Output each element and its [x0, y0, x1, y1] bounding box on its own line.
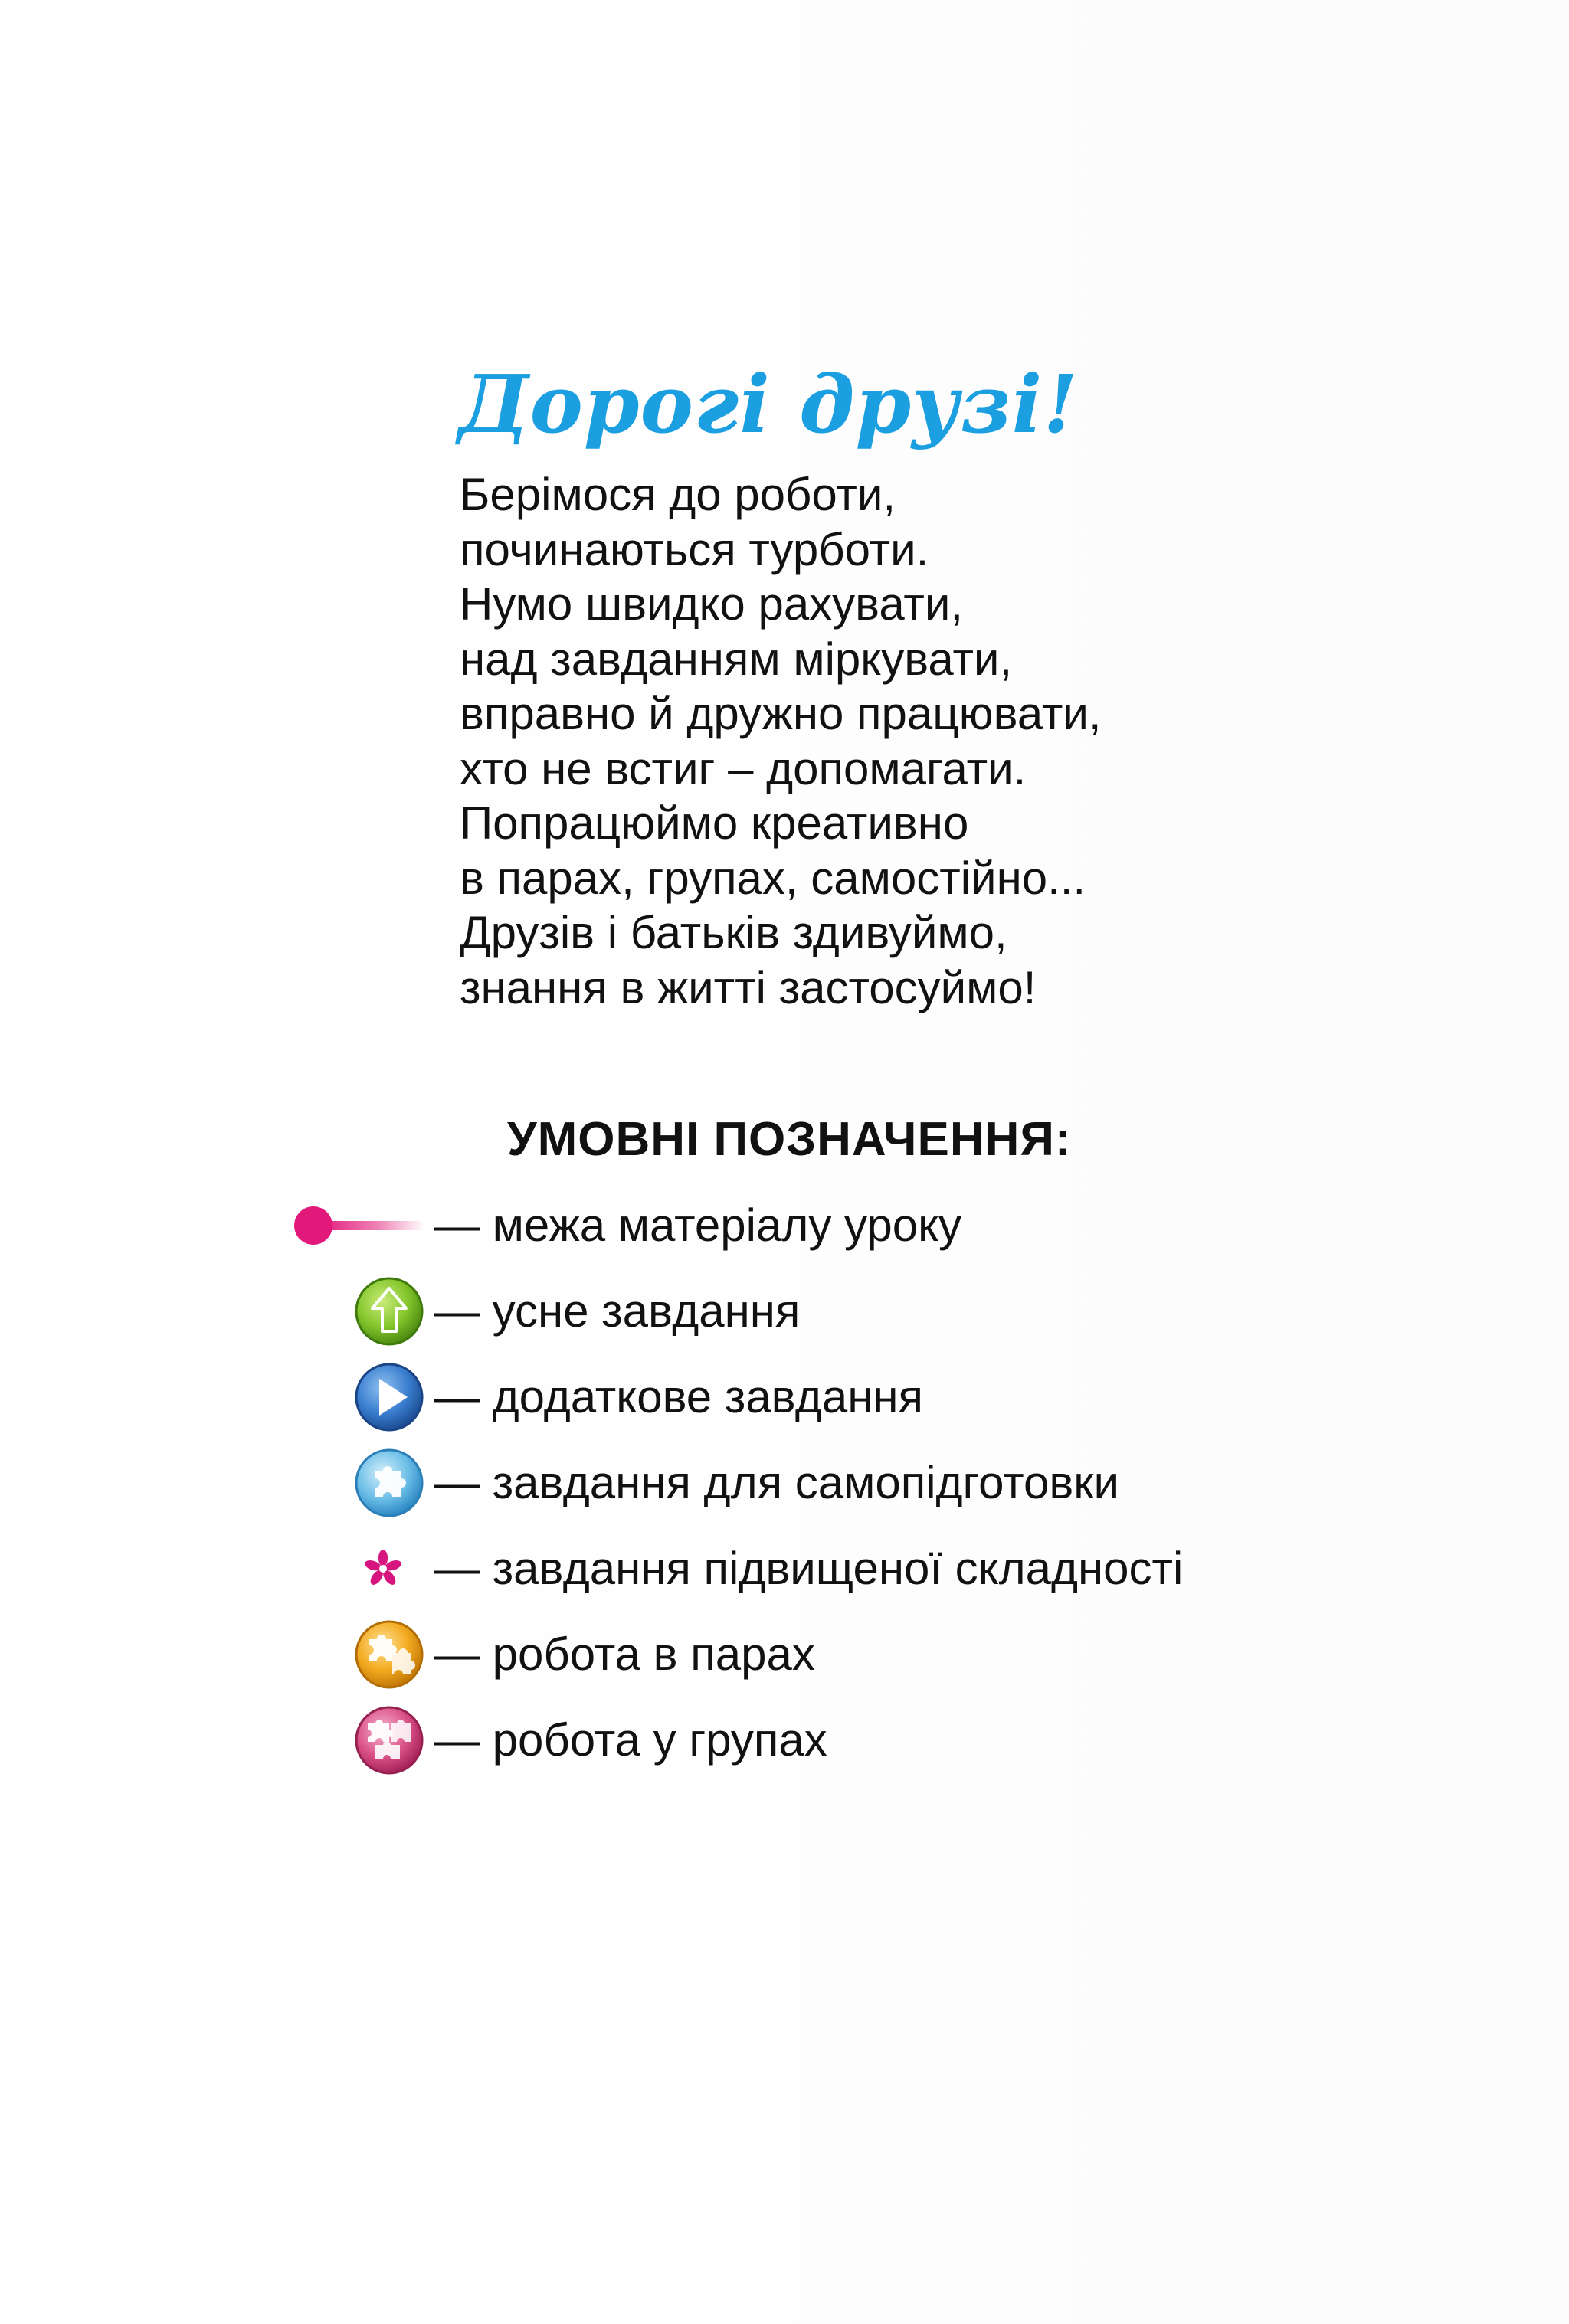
legend-item-label: — завдання підвищеної складності	[434, 1543, 1184, 1594]
legend-item-oral-task	[0, 1273, 1073, 1350]
poem-line: хто не встиг – допомагати.	[460, 742, 1027, 794]
pink-asterisk-icon	[360, 1546, 406, 1592]
legend-item-group-work	[0, 1702, 1073, 1779]
lesson-boundary-marker	[294, 1206, 424, 1245]
poem-line: починаються турботи.	[460, 523, 929, 575]
poem-line: Друзів і батьків здивуймо,	[460, 907, 1007, 958]
boundary-line	[317, 1221, 424, 1230]
legend-item-label: — додаткове завдання	[434, 1371, 924, 1422]
legend-item-label: — робота в парах	[434, 1628, 815, 1680]
legend-item-pair-work	[0, 1616, 1073, 1693]
page-title: Дорогі друзі!	[458, 357, 1079, 451]
legend-item-self-study	[0, 1445, 1119, 1521]
poem-line: в парах, групах, самостійно...	[460, 852, 1086, 904]
boundary-dot	[294, 1206, 332, 1245]
orange-puzzle-icon	[354, 1619, 424, 1690]
poem-line: Попрацюймо креативно	[460, 797, 969, 849]
pink-puzzle-icon	[354, 1705, 424, 1776]
legend-item-label: — завдання для самопідготовки	[434, 1457, 1119, 1508]
legend-heading: УМОВНІ ПОЗНАЧЕННЯ:	[507, 1113, 1072, 1166]
poem-line: вправно й дружно працювати,	[460, 688, 1102, 739]
poem-line: над завданням міркувати,	[460, 633, 1013, 685]
green-up-arrow-icon	[354, 1276, 424, 1347]
blue-play-icon	[354, 1362, 424, 1432]
light-blue-puzzle-icon	[354, 1448, 424, 1518]
legend-item-lesson-boundary	[0, 1187, 1073, 1264]
legend-item-difficult-task	[0, 1530, 1184, 1607]
legend-item-label: — робота у групах	[434, 1714, 827, 1766]
poem-line: Нумо швидко рахувати,	[460, 578, 964, 630]
poem-line: знання в житті застосуймо!	[460, 961, 1037, 1013]
legend-item-label: — межа матеріалу уроку	[434, 1200, 962, 1251]
poem-line: Берімося до роботи,	[460, 469, 896, 520]
legend-item-additional-task	[0, 1359, 1073, 1435]
legend-item-label: — усне завдання	[434, 1285, 801, 1337]
poem	[460, 467, 1102, 1015]
